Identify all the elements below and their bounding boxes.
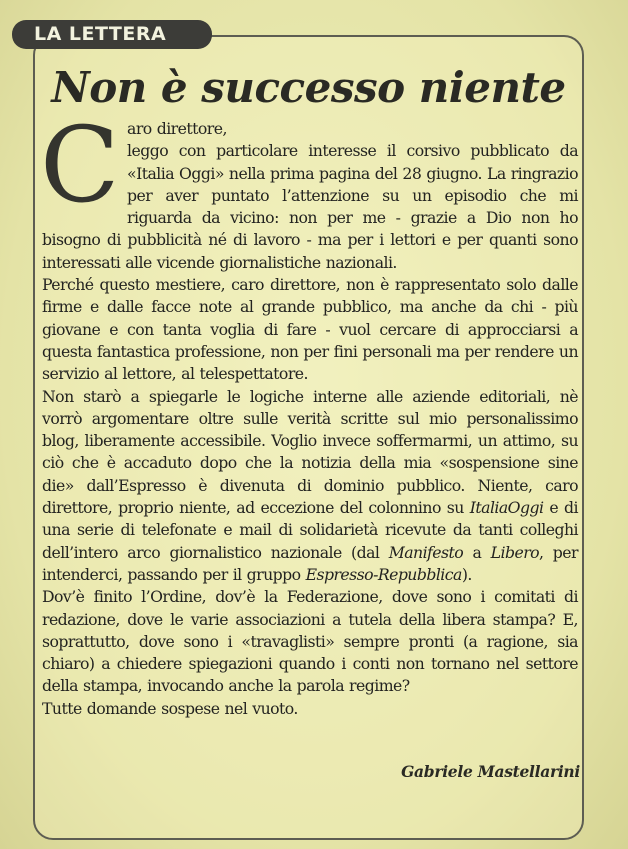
paragraph-3-part-c: a bbox=[463, 542, 491, 562]
manifesto-title: Manifesto bbox=[388, 542, 464, 562]
paragraph-1: leggo con particolare interesse il corsivo pubblicato da «Italia Oggi» nella prima pagina del 28 giugno. La ringrazio per aver puntato l’attenzione su un episodio che mi riguarda da vicino: non per me - grazie a Dio non ho bisogno di pubblicità né di lavoro - ma per i lettori e per quanti sono interessati alle vicende giornalistiche nazionali. bbox=[42, 141, 578, 272]
paragraph-3-part-b: e di una serie di telefonate e mail di solidarietà ricevute da tanti colleghi dell’intero arco giornalistico nazionale (dal bbox=[42, 498, 578, 562]
paragraph-4: Dov’è finito l’Ordine, dov’è la Federazione, dove sono i comitati di redazione, dove le varie associazioni a tutela della libera stampa? E, soprattutto, dove sono i «travaglisti» sempre pronti (a ragione, sia chiaro) a chiedere spiegazioni quando i conti non tornano nel settore della stampa, invocando anche la parola regime? bbox=[42, 587, 578, 696]
salutation bbox=[42, 118, 578, 140]
letter-body bbox=[40, 104, 578, 720]
italiaoggi-title: ItaliaOggi bbox=[469, 498, 544, 518]
paragraph-2: Perché questo mestiere, caro direttore, non è rappresentato solo dalle firme e dalle facce note al grande pubblico, ma anche da chi - più giovane e con tanta voglia di fare - vuol cercare di approcciarsi a questa fantastica professione, non per fini personali ma per rendere un servizio al lettore, al telespettatore. bbox=[42, 275, 578, 384]
section-tag: LA LETTERA bbox=[12, 20, 212, 49]
paragraph-3-part-a: Non starò a spiegarle le logiche interne alle aziende editoriali, nè vorrò argomentare oltre sulle verità scritte sul mio personalissimo blog, liberamente accessibile. Voglio invece soffermarmi, un attimo, su ciò che è accaduto dopo che la notizia della mia «sospensione sine die» dall’Espresso è divenuta di dominio pubblico. Niente, caro direttore, proprio niente, ad eccezione del colonnino su bbox=[42, 386, 578, 518]
libero-title: Libero bbox=[490, 542, 540, 562]
headline: Non è successo niente bbox=[51, 63, 566, 112]
paragraph-3-part-d: , per intenderci, passando per il gruppo bbox=[42, 542, 578, 584]
paragraph-3 bbox=[42, 386, 578, 587]
espresso-title: Espresso-Repubblica bbox=[305, 564, 462, 584]
drop-cap: C bbox=[40, 104, 120, 226]
salutation-text: aro direttore, bbox=[127, 119, 227, 138]
signature: Gabriele Mastellarini bbox=[401, 762, 580, 781]
paragraph-3-part-e: ). bbox=[461, 564, 472, 584]
paragraph-5: Tutte domande sospese nel vuoto. bbox=[42, 698, 298, 718]
